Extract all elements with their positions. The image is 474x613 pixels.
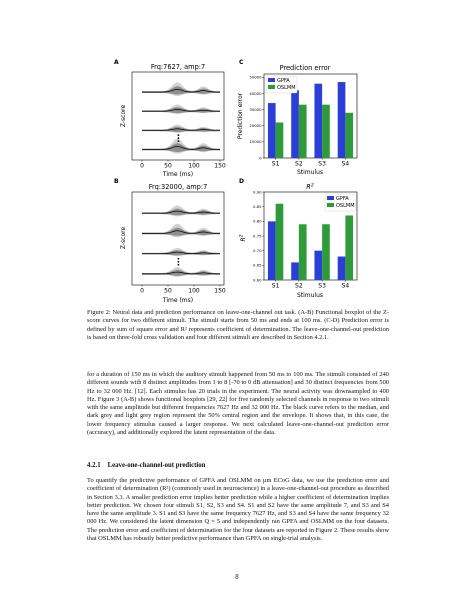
y-tick-label: 0.60 xyxy=(253,277,262,283)
y-tick-label: 0 xyxy=(259,155,262,161)
legend-swatch-gpfa xyxy=(268,78,275,82)
bar-oslmm-s2 xyxy=(299,224,307,280)
bar-gpfa-s1 xyxy=(268,103,276,158)
x-tick-label: S3 xyxy=(318,282,326,290)
panel-a-title: Frq:7627, amp:7 xyxy=(150,63,206,71)
ellipsis-dot xyxy=(178,134,180,136)
y-tick-label: 0.85 xyxy=(253,204,262,210)
y-tick-label: 0.65 xyxy=(253,262,262,268)
ellipsis-dot xyxy=(178,258,180,260)
panel-c-xticks xyxy=(272,158,350,168)
panel-d-title-sup: 2 xyxy=(310,183,314,189)
panel-d-ylabel-sup: 2 xyxy=(239,234,245,238)
x-tick-label: 0 xyxy=(140,287,144,295)
x-tick-label: 100 xyxy=(188,287,200,295)
bar-oslmm-s3 xyxy=(322,105,330,158)
legend-label-gpfa: GPFA xyxy=(277,77,290,84)
bar-gpfa-s2 xyxy=(291,90,299,158)
panel-d-legend xyxy=(325,194,356,211)
panel-c-yticks xyxy=(249,75,264,161)
panel-c-title: Prediction error xyxy=(279,64,331,72)
central-region-band xyxy=(142,228,220,236)
ellipsis-dot xyxy=(178,140,180,142)
y-tick-label: 40000 xyxy=(249,90,262,96)
ellipsis-dot xyxy=(178,264,180,266)
panel-c-xlabel: Stimulus xyxy=(296,169,324,176)
body-paragraph-2: To quantify the predictive performance of GPFA and OSLMM on µm ECoG data, we use the prediction error and coefficient of determination (R²) (commonly used in neuroscience) in a leave-one-channel-out procedure as described in Section 3.3. A smaller prediction error implies better prediction while a higher coefficient of determination implies better prediction. We chosen four stimuli S1, S2, S3 and S4. S1 and S2 have the same amplitude 7, and S3 and S4 have the same amplitude 3. S1 and S3 have the same frequency 7627 Hz, and S3 and S4 have the same frequency 32 000 Hz. We considered the latent dimension Q = 5 and independently ran GPFA and OSLMM on the four datasets. The prediction error and coefficient of determination for the four datasets are reported in Figure 2. These results show that OSLMM has robustly better predictive performance than GPFA on single-trial analysis. xyxy=(87,477,389,543)
panel-b xyxy=(114,178,226,304)
x-tick-label: 150 xyxy=(214,287,226,295)
panel-d-letter: D xyxy=(239,178,244,185)
panel-d-title xyxy=(306,183,314,192)
ellipsis-dot xyxy=(178,137,180,139)
bar-oslmm-s3 xyxy=(322,224,330,280)
bar-gpfa-s3 xyxy=(314,84,322,158)
y-tick-label: 50000 xyxy=(249,74,262,80)
legend-swatch-gpfa xyxy=(327,196,334,200)
x-tick-label: S1 xyxy=(271,160,280,168)
y-tick-label: 10000 xyxy=(249,139,262,145)
panel-b-boxplots xyxy=(142,205,220,276)
y-tick-label: 20000 xyxy=(249,123,262,129)
section-heading xyxy=(87,462,205,469)
panel-c-bars xyxy=(268,82,353,158)
body-paragraph-1: for a duration of 150 ms in which the auditory stimuli happened from 50 ms to 100 ms. The stimuli consisted of 240 different sounds with 8 distinct amplitudes from 1 to 8 [-70 to 0 dB attenuation] and 30 distinct frequencies from 500 Hz to 32 000 Hz. [12]. Each stimulus has 20 trials in the experiment. The neural activity was downsampled to 400 Hz. Figure 3 (A-B) shows functional boxplots [29, 22] for five randomly selected channels in response to two stimuli with the same amplitude but different frequencies 7627 Hz and 32 000 Hz. The black curve refers to the median, and dark grey and light grey region represent the 50% central region and the envelope. It shows that, in this case, the lower frequency stimulus caused a larger response. We next calculated leave-one-channel-out prediction error (accuracy), and additionally explored the latent representation of the data. xyxy=(87,371,389,437)
panel-d-title-base: R xyxy=(306,183,311,191)
bar-gpfa-s4 xyxy=(338,257,346,280)
panel-d-xlabel: Stimulus xyxy=(296,292,324,299)
figure-caption xyxy=(87,309,389,342)
figure-2 xyxy=(112,52,368,307)
y-tick-label: 0.75 xyxy=(253,233,262,239)
x-tick-label: S4 xyxy=(341,160,350,168)
x-tick-label: S2 xyxy=(295,282,303,290)
caption-label: Figure 2: xyxy=(87,309,111,316)
panel-d-yticks xyxy=(253,189,264,282)
page-number: 8 xyxy=(235,574,239,581)
bar-oslmm-s4 xyxy=(345,215,353,280)
panel-a-xlabel: Time (ms) xyxy=(162,171,194,178)
panel-a-letter: A xyxy=(114,59,119,66)
panel-d-ylabel-base: R xyxy=(240,237,247,242)
x-tick-label: 50 xyxy=(164,287,172,295)
panel-d-bars xyxy=(268,204,353,280)
central-region-band xyxy=(142,143,220,152)
y-tick-label: 0.90 xyxy=(253,189,262,195)
panel-a xyxy=(114,59,226,178)
ellipsis-dot xyxy=(178,261,180,263)
section-number: 4.2.1 xyxy=(87,462,101,469)
y-tick-label: 0.70 xyxy=(253,248,262,254)
section-title: Leave-one-channel-out prediction xyxy=(107,462,206,469)
bar-gpfa-s3 xyxy=(314,251,322,280)
caption-text: Neural data and prediction performance on leave-one-channel out task. (A-B) Functional boxplot of the Z-score curves for two different stimuli. The stimuli starts from 50 ms and ends at 100 ms. (C-D) Prediction error is defined by sum of square error and R² represents coefficient of determination. The leave-one-channel-out prediction is based on three-fold cross validation and four different stimuli are described in Section 4.2.1. xyxy=(87,309,389,341)
panel-a-ylabel: Z-score xyxy=(120,104,127,128)
y-tick-label: 30000 xyxy=(249,106,262,112)
legend-label-oslmm: OSLMM xyxy=(336,202,355,209)
panel-b-letter: B xyxy=(114,178,119,185)
bar-gpfa-s1 xyxy=(268,221,276,280)
panel-b-xlabel: Time (ms) xyxy=(162,297,194,304)
x-tick-label: S4 xyxy=(341,282,350,290)
x-tick-label: S1 xyxy=(271,282,280,290)
bar-oslmm-s4 xyxy=(345,113,353,158)
y-tick-label: 0.80 xyxy=(253,218,262,224)
panel-d-xticks xyxy=(272,280,350,290)
x-tick-label: S3 xyxy=(318,160,326,168)
legend-label-gpfa: GPFA xyxy=(336,195,349,202)
bar-oslmm-s2 xyxy=(299,105,307,158)
panel-b-xticks xyxy=(140,285,226,295)
bar-gpfa-s4 xyxy=(338,82,346,158)
bar-oslmm-s1 xyxy=(276,204,284,280)
central-region-band xyxy=(142,86,220,94)
x-tick-label: S2 xyxy=(295,160,303,168)
panel-a-boxplots xyxy=(142,82,220,154)
panel-c-legend xyxy=(266,76,297,93)
panel-d xyxy=(239,178,358,299)
panel-b-title: Frq:32000, amp:7 xyxy=(148,183,208,191)
x-tick-label: 100 xyxy=(188,162,200,170)
legend-swatch-oslmm xyxy=(327,203,334,207)
panel-c-letter: C xyxy=(239,59,244,66)
x-tick-label: 0 xyxy=(140,162,144,170)
legend-swatch-oslmm xyxy=(268,85,275,89)
x-tick-label: 50 xyxy=(164,162,172,170)
panel-b-ylabel: Z-score xyxy=(120,226,127,250)
panel-c-ylabel: Prediction error xyxy=(237,92,244,140)
panel-c xyxy=(237,59,357,176)
panel-d-ylabel xyxy=(239,234,248,241)
bar-oslmm-s1 xyxy=(276,122,284,158)
bar-gpfa-s2 xyxy=(291,262,299,280)
x-tick-label: 150 xyxy=(214,162,226,170)
legend-label-oslmm: OSLMM xyxy=(277,84,296,91)
panel-a-xticks xyxy=(140,160,226,170)
